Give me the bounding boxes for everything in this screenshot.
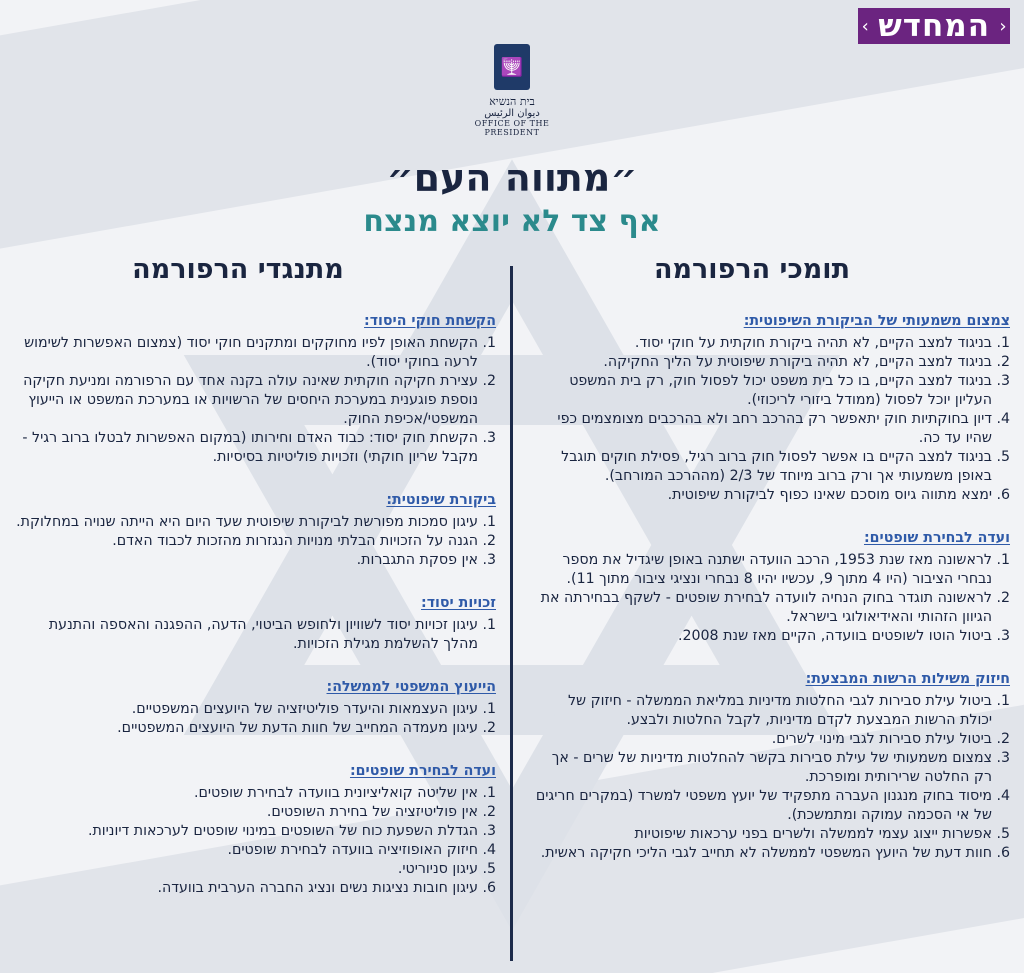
menorah-seal-icon: 🕎 [494,44,530,90]
supporters-section [535,312,1010,505]
list-item: 3. ביטול הוטו לשופטים בוועדה, הקיים מאז שנת 2008. [535,627,992,646]
list-item: 3. צמצום משמעותי של עילת סבירות בקשר להחלטות מדיניות של שרים - אך רק החלטה שרירותית ומופרכת. [535,749,992,787]
section-title: הייעוץ המשפטי לממשלה: [326,679,496,695]
supporters-section [535,670,1010,863]
opponents-heading: מתנגדי הרפורמה [132,254,344,285]
section-list [14,334,496,467]
list-item: 6. עיגון חובות נציגות נשים ונציג החברה הערבית בוועדה. [14,879,478,898]
list-item: 3. אין פסקת התגברות. [14,551,478,570]
list-item: 2. לראשונה תוגדר בחוק הנחיה לוועדה לבחירת שופטים - לשקף בבחירתה את הגיוון הזהותי והאידיאולוגי בישראל. [535,589,992,627]
section-list [535,692,1010,863]
opponents-column [14,312,496,922]
list-item: 2. ביטול עילת סבירות לגבי מינוי לשרים. [535,730,992,749]
opponents-section [14,312,496,467]
section-title: ביקורת שיפוטית: [386,492,496,508]
list-item: 5. בניגוד למצב הקיים בו אפשר לפסול חוק ברוב רגיל, פסילת חוקים תוגבל באופן משמעותי אך ורק ברוב מיוחד של 2/3 (מההרכב המורחב). [535,448,992,486]
chevron-right-icon: › [996,8,1010,44]
list-item: 1. לראשונה מאז שנת 1953, הרכב הוועדה ישתנה באופן שיגדיל את מספר נבחרי הציבור (היו 4 מתוך 9, עכשיו יהיו 8 נבחרי ונציגי ציבור מתוך 11). [535,551,992,589]
emblem-text-hebrew: בית הנשיא [489,95,535,108]
president-office-emblem [462,44,562,137]
list-item: 2. אין פוליטיזציה של בחירת השופטים. [14,803,478,822]
section-title: חיזוק משילות הרשות המבצעת: [805,671,1010,687]
page-title: ״מתווה העם״ [386,156,638,200]
opponents-section [14,678,496,738]
section-list [535,334,1010,505]
list-item: 2. בניגוד למצב הקיים, לא תהיה ביקורת שיפוטית על הליך החקיקה. [535,353,992,372]
section-list [14,700,496,738]
section-title: זכויות יסוד: [421,595,496,611]
section-list [14,513,496,570]
list-item: 1. ביטול עילת סבירות לגבי החלטות מדיניות במליאת הממשלה - חיזוק של יכולת הרשות המבצעת לקדם מדיניות, לקבל החלטות ולבצע. [535,692,992,730]
supporters-heading: תומכי הרפורמה [653,254,851,285]
list-item: 1. עיגון העצמאות והיעדר פוליטיזציה של היועצים המשפטיים. [14,700,478,719]
list-item: 1. אין שליטה קואליציונית בוועדה לבחירת שופטים. [14,784,478,803]
emblem-text-english: OFFICE OF THE PRESIDENT [474,119,550,137]
brand-logo-text: המחדש [872,8,996,44]
list-item: 4. דיון בחוקתיות חוק יתאפשר רק בהרכב רחב ולא בהרכבים מצומצמים כפי שהיו עד כה. [535,410,992,448]
list-item: 6. ימצא מתווה גיוס מוסכם שאינו כפוף לביקורת שיפוטית. [535,486,992,505]
section-title: ועדה לבחירת שופטים: [863,530,1010,546]
section-title: ועדה לבחירת שופטים: [349,763,496,779]
section-list [535,551,1010,646]
list-item: 3. הקשחת חוק יסוד: כבוד האדם וחירותו (במקום האפשרות לבטלו ברוב רגיל - מקבל שריון חוקתי) וזכויות פוליטיות בסיסיות. [14,429,478,467]
list-item: 4. מיסוד בחוק מנגנון העברה מתפקיד של יועץ משפטי למשרד (במקרים חריגים של אי הסכמה עמוקה ומתמשכת). [535,787,992,825]
list-item: 6. חוות דעת של היועץ המשפטי לממשלה לא תחייב לגבי הליכי חקיקה ראשית. [535,844,992,863]
brand-logo[interactable] [858,6,1010,46]
list-item: 4. חיזוק האופוזיציה בוועדה לבחירת שופטים. [14,841,478,860]
opponents-section [14,762,496,898]
list-item: 5. אפשרות ייצוג עצמי לממשלה ולשרים בפני ערכאות שיפוטיות [535,825,992,844]
opponents-section [14,594,496,654]
section-title: צמצום משמעותי של הביקורת השיפוטית: [743,313,1010,329]
list-item: 1. בניגוד למצב הקיים, לא תהיה ביקורת חוקתית על חוקי יסוד. [535,334,992,353]
list-item: 2. עיגון מעמדה המחייב של חוות הדעת של היועצים המשפטיים. [14,719,478,738]
list-item: 2. עצירת חקיקה חוקתית שאינה עולה בקנה אחד עם הרפורמה ומניעת חקיקה נוספת פוגענית במערכת היחסים של הרשויות או במערכת המשפט או הייעוץ המשפטי/אכיפת החוק. [14,372,478,429]
list-item: 3. בניגוד למצב הקיים, בו כל בית משפט יכול לפסול חוק, רק בית המשפט העליון יוכל לפסול (ממודל ביזורי לריכוזי). [535,372,992,410]
list-item: 1. עיגון זכויות יסוד לשוויון ולחופש הביטוי, הדעה, ההפגנה והאספה והתנעת מהלך להשלמת מגילת הזכויות. [14,616,478,654]
section-title: הקשחת חוקי היסוד: [364,313,496,329]
list-item: 3. הגדלת השפעת כוח של השופטים במינוי שופטים לערכאות דיוניות. [14,822,478,841]
chevron-left-icon: ‹ [858,8,872,44]
list-item: 1. עיגון סמכות מפורשת לביקורת שיפוטית שעד היום היא הייתה שנויה במחלוקת. [14,513,478,532]
list-item: 5. עיגון סניוריטי. [14,860,478,879]
list-item: 2. הגנה על הזכויות הבלתי מנויות הנגזרות מהזכות לכבוד האדם. [14,532,478,551]
page-subtitle: אף צד לא יוצא מנצח [363,204,661,239]
column-divider [510,266,513,961]
supporters-column [535,312,1010,887]
opponents-section [14,491,496,570]
emblem-text-arabic: ديوان الرئيس [484,108,540,119]
list-item: 1. הקשחת האופן לפיו מחוקקים ומתקנים חוקי יסוד (צמצום האפשרות לשימוש לרעה בחוקי יסוד). [14,334,478,372]
section-list [14,616,496,654]
section-list [14,784,496,898]
supporters-section [535,529,1010,646]
